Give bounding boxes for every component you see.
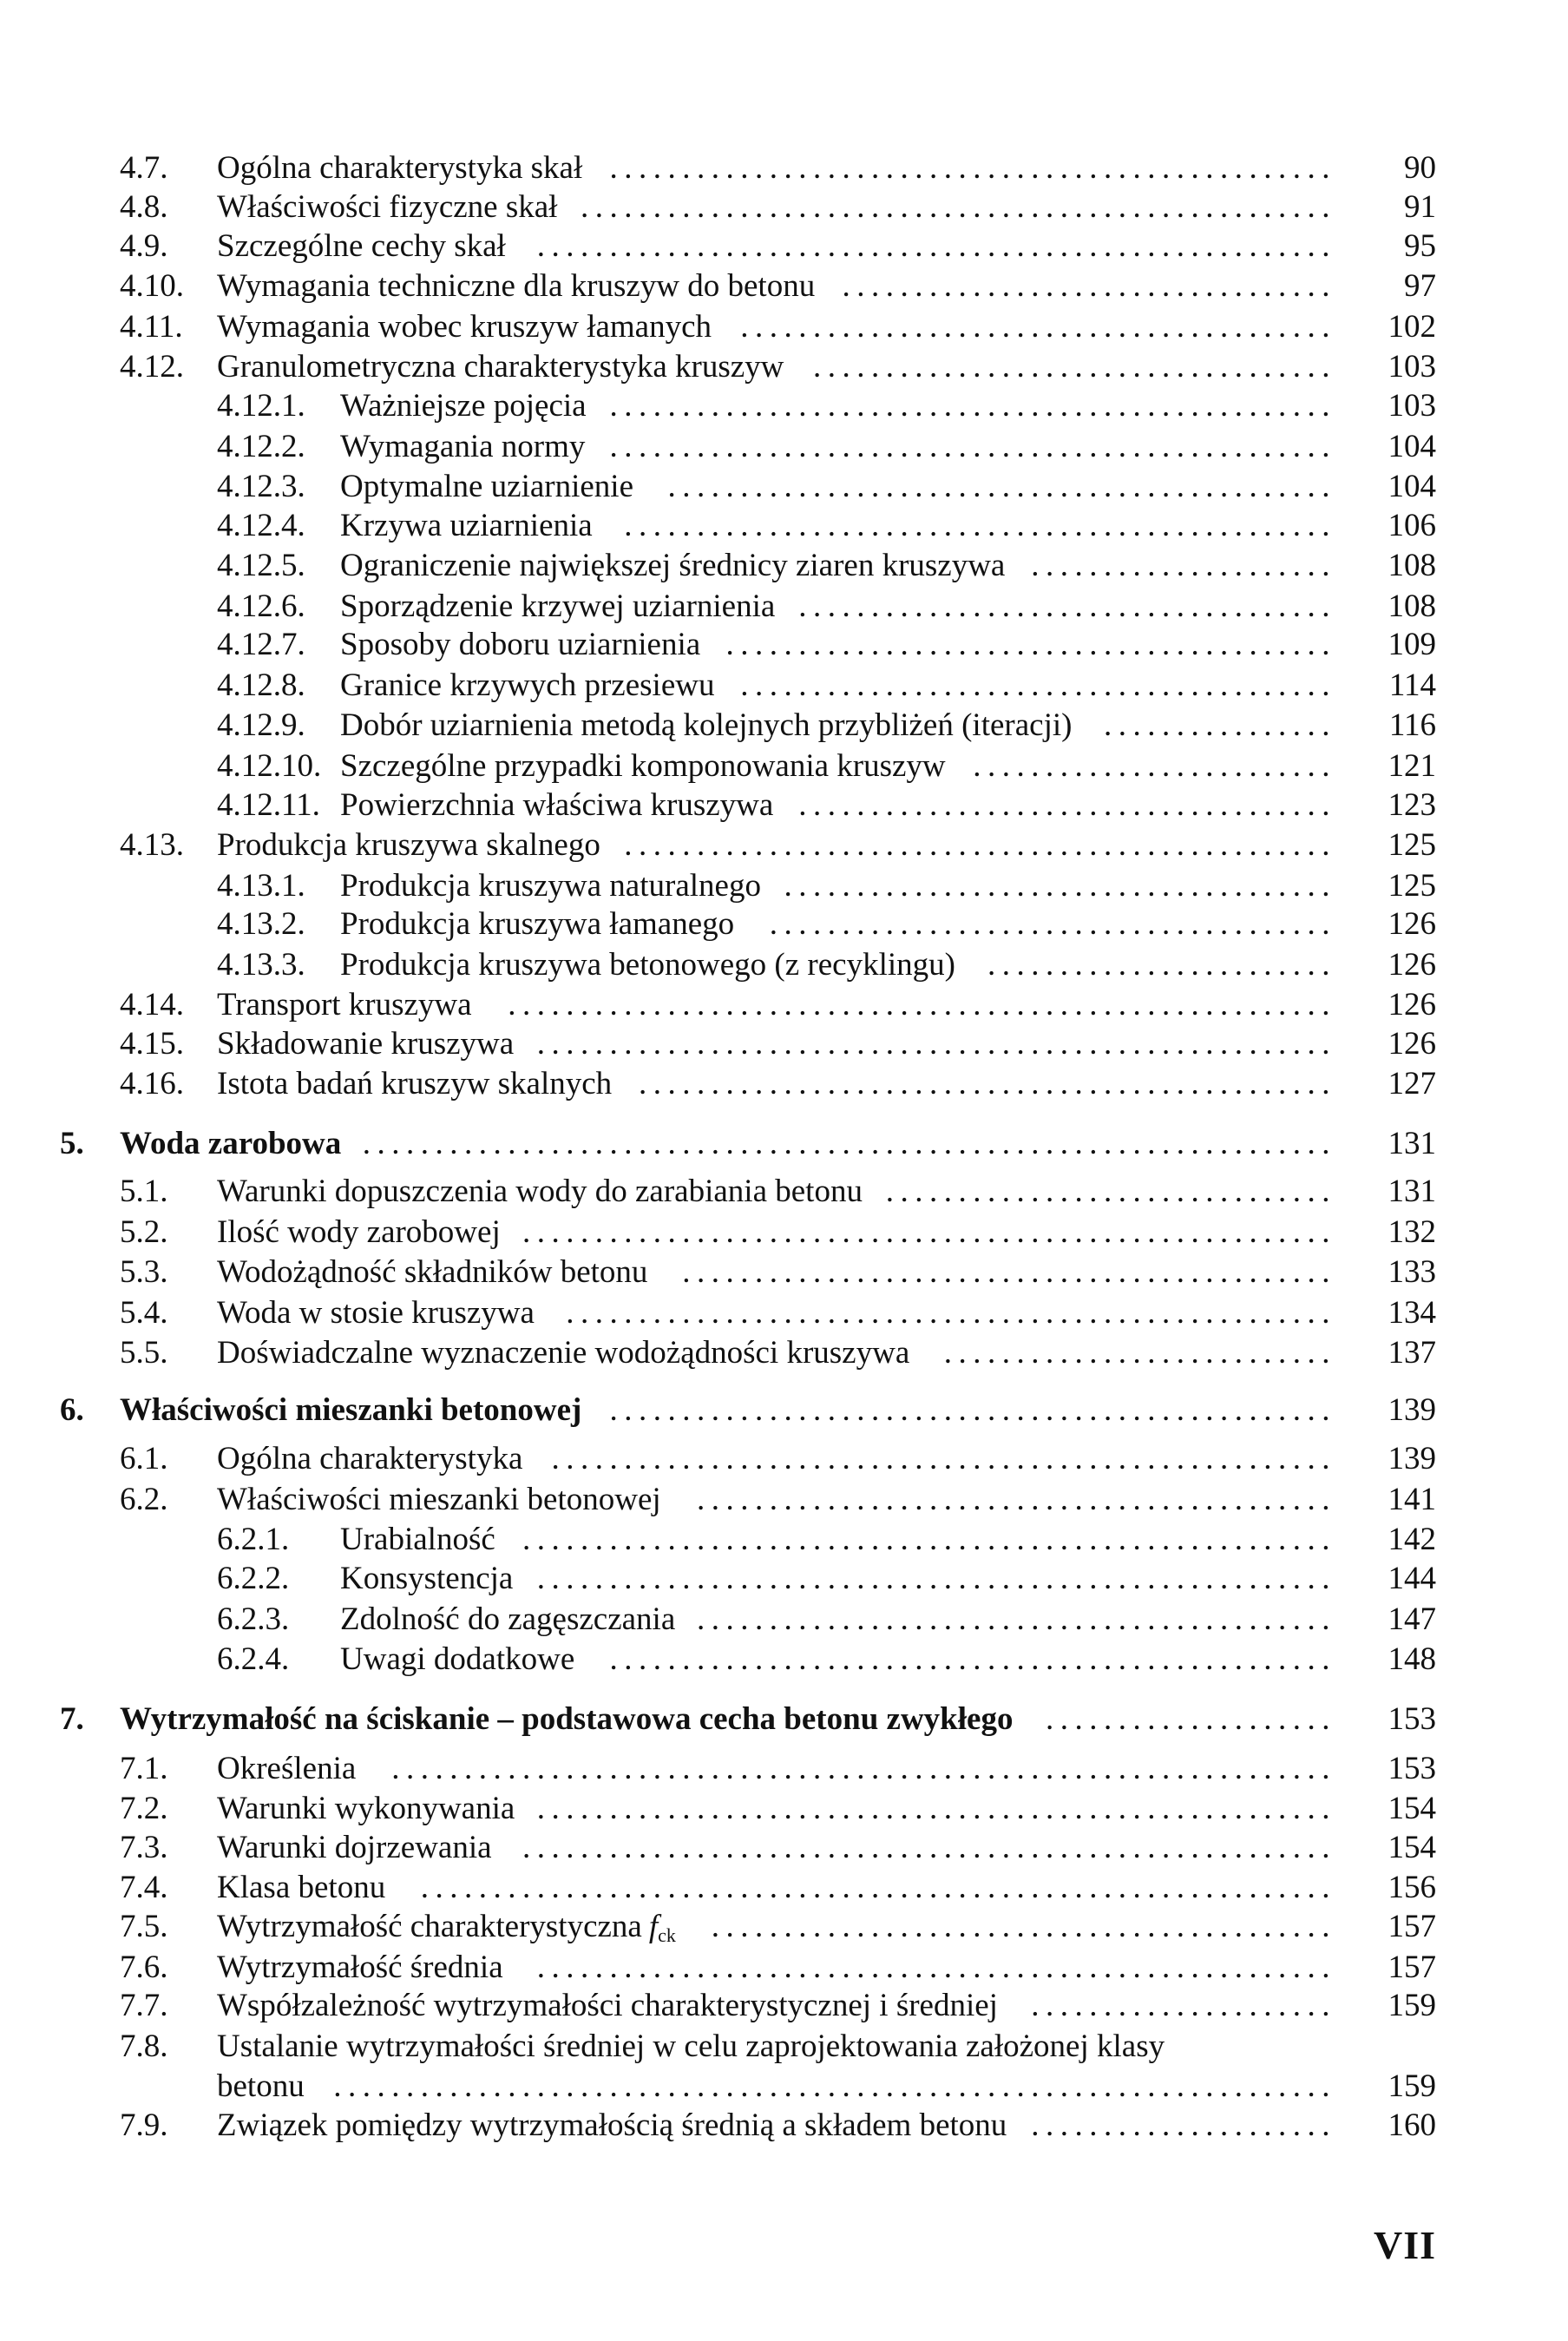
dot-leader: .................................................. xyxy=(609,388,1336,424)
page-number: 147 xyxy=(1388,1601,1436,1637)
entry-number: 4.10. xyxy=(120,268,184,304)
entry-number: 4.14. xyxy=(120,987,184,1023)
entry-number: 4.12.8. xyxy=(217,667,305,703)
entry-number: 5.4. xyxy=(120,1295,168,1331)
dot-leader: .................................................. xyxy=(609,1641,1336,1677)
toc-entry[interactable] xyxy=(0,1641,1436,1679)
entry-number: 4.7. xyxy=(120,150,168,186)
toc-entry-continuation xyxy=(0,2068,1436,2106)
dot-leader: ....................................................... xyxy=(536,228,1336,264)
page-number: 131 xyxy=(1388,1126,1436,1161)
toc-entry[interactable] xyxy=(0,2107,1436,2145)
page-number: 137 xyxy=(1388,1335,1436,1371)
entry-number: 7.6. xyxy=(120,1950,168,1985)
toc-entry[interactable] xyxy=(0,1700,1436,1739)
math-subscript: ck xyxy=(658,1924,676,1946)
dot-leader: ..................................................................... xyxy=(333,2068,1336,2104)
toc-entry[interactable] xyxy=(0,867,1436,905)
dot-leader: ................................................. xyxy=(624,827,1336,863)
entry-number: 5.2. xyxy=(120,1214,168,1250)
entry-title-text: Produkcja kruszywa naturalnego xyxy=(340,868,761,904)
entry-title-text: Właściwości mieszanki betonowej xyxy=(120,1392,582,1428)
page-number: 126 xyxy=(1388,987,1436,1023)
entry-title-text: Warunki wykonywania xyxy=(217,1791,515,1826)
toc-entry[interactable] xyxy=(0,188,1436,227)
page-number: 125 xyxy=(1388,868,1436,904)
toc-entry[interactable] xyxy=(0,826,1436,865)
dot-leader: .................... xyxy=(1046,1701,1336,1737)
toc-entry[interactable] xyxy=(0,707,1436,745)
toc-entry[interactable] xyxy=(0,428,1436,466)
toc-entry[interactable] xyxy=(0,986,1436,1024)
dot-leader: ............................................................... xyxy=(420,1870,1336,1905)
toc-entry[interactable] xyxy=(0,786,1436,825)
dot-leader: ...................................................... xyxy=(551,1441,1336,1476)
entry-number: 4.15. xyxy=(120,1026,184,1062)
dot-leader: ........................................................ xyxy=(522,1830,1336,1865)
entry-title-text: Ogólna charakterystyka skał xyxy=(217,150,583,186)
dot-leader: ......................................................... xyxy=(508,987,1336,1023)
entry-number: 5.5. xyxy=(120,1335,168,1371)
toc-entry[interactable] xyxy=(0,348,1436,386)
toc-entry[interactable] xyxy=(0,1481,1436,1519)
dot-leader: ..................... xyxy=(1031,2108,1336,2143)
page-number: 141 xyxy=(1388,1482,1436,1517)
entry-title-text: Ważniejsze pojęcia xyxy=(340,388,587,424)
entry-title-text: Istota badań kruszyw skalnych xyxy=(217,1066,613,1101)
toc-entry[interactable] xyxy=(0,1987,1436,2025)
toc-entry[interactable] xyxy=(0,626,1436,664)
dot-leader: .................................................. xyxy=(609,150,1336,186)
page-number: 139 xyxy=(1388,1392,1436,1428)
toc-entry[interactable] xyxy=(0,1908,1436,1946)
page-number: 131 xyxy=(1388,1174,1436,1209)
toc-entry[interactable] xyxy=(0,1253,1436,1292)
toc-entry[interactable] xyxy=(0,1949,1436,1987)
entry-title-text: Wytrzymałość na ściskanie – podstawowa cecha betonu zwykłego xyxy=(120,1701,1014,1737)
entry-number: 4.16. xyxy=(120,1066,184,1101)
entry-title-text: Ogólna charakterystyka xyxy=(217,1441,523,1476)
toc-entry[interactable] xyxy=(0,1025,1436,1063)
toc-entry[interactable] xyxy=(0,1125,1436,1163)
page-number: 106 xyxy=(1388,508,1436,543)
entry-title-text: Wymagania techniczne dla kruszyw do betonu xyxy=(217,268,816,304)
toc-entry[interactable] xyxy=(0,1334,1436,1372)
toc-entry[interactable] xyxy=(0,149,1436,187)
entry-number: 4.11. xyxy=(120,309,183,345)
entry-number: 4.13.1. xyxy=(217,868,305,904)
page-number-folio: VII xyxy=(1373,2223,1436,2267)
page-number: 142 xyxy=(1388,1522,1436,1557)
entry-number: 7.9. xyxy=(120,2108,168,2143)
entry-title-text: Współzależność wytrzymałości charakterystycznej i średniej xyxy=(217,1988,998,2023)
dot-leader: ......................................... xyxy=(740,667,1336,703)
page-number: 126 xyxy=(1388,1026,1436,1062)
page-number: 123 xyxy=(1388,787,1436,823)
dot-leader: ........................................... xyxy=(711,1909,1336,1944)
dot-leader: .................................................... xyxy=(581,189,1336,225)
dot-leader: ...................................... xyxy=(784,868,1336,904)
entry-title-text: Wytrzymałość średnia xyxy=(217,1950,503,1985)
page-number: 159 xyxy=(1388,2068,1436,2104)
page-number: 116 xyxy=(1388,707,1436,743)
dot-leader: .................................... xyxy=(813,349,1336,385)
entry-title-text: Właściwości fizyczne skał xyxy=(217,189,558,225)
page-number: 103 xyxy=(1388,349,1436,385)
toc-entry[interactable] xyxy=(0,267,1436,306)
page-number: 127 xyxy=(1388,1066,1436,1101)
entry-title-text: Właściwości mieszanki betonowej xyxy=(217,1482,661,1517)
entry-title-text: Transport kruszywa xyxy=(217,987,472,1023)
page-number: 108 xyxy=(1388,548,1436,583)
entry-title-text: Wymagania normy xyxy=(340,429,586,464)
page-number: 103 xyxy=(1388,388,1436,424)
toc-entry[interactable] xyxy=(0,2028,1436,2066)
entry-number: 4.12.4. xyxy=(217,508,305,543)
toc-entry[interactable] xyxy=(0,588,1436,626)
entry-title-text: Sposoby doboru uziarnienia xyxy=(340,627,701,662)
page-number: 126 xyxy=(1388,947,1436,983)
entry-number: 4.12.10. xyxy=(217,748,322,784)
page-number: 159 xyxy=(1388,1988,1436,2023)
toc-entry[interactable] xyxy=(0,227,1436,266)
dot-leader: ....................................................... xyxy=(536,1026,1336,1062)
entry-number: 7.1. xyxy=(120,1751,168,1786)
entry-title-text: Powierzchnia właściwa kruszywa xyxy=(340,787,774,823)
dot-leader: .................................................. xyxy=(609,1392,1336,1428)
entry-title-text: Produkcja kruszywa skalnego xyxy=(217,827,600,863)
entry-title-text: Granulometryczna charakterystyka kruszyw xyxy=(217,349,784,385)
entry-number: 4.12.2. xyxy=(217,429,305,464)
page-number: 90 xyxy=(1404,150,1436,186)
page-number: 125 xyxy=(1388,827,1436,863)
entry-title-text: Ilość wody zarobowej xyxy=(217,1214,501,1250)
entry-number: 7.7. xyxy=(120,1988,168,2023)
dot-leader: ........................................................ xyxy=(522,1214,1336,1250)
entry-number: 4.12.1. xyxy=(217,388,305,424)
toc-entry[interactable] xyxy=(0,507,1436,545)
dot-leader: ....................................................... xyxy=(536,1561,1336,1596)
page-number: 157 xyxy=(1388,1909,1436,1944)
page-number: 154 xyxy=(1388,1830,1436,1865)
toc-entry[interactable] xyxy=(0,1521,1436,1559)
dot-leader: ................................................................... xyxy=(362,1126,1336,1161)
page-number: 160 xyxy=(1388,2108,1436,2143)
entry-title-continuation: betonu xyxy=(217,2068,305,2104)
entry-title-text: Warunki dopuszczenia wody do zarabiania betonu xyxy=(217,1174,863,1209)
page-number: 154 xyxy=(1388,1791,1436,1826)
page-number: 133 xyxy=(1388,1254,1436,1290)
dot-leader: ....................................... xyxy=(769,906,1336,942)
entry-number: 6.2.1. xyxy=(217,1522,290,1557)
dot-leader: ............................................ xyxy=(697,1482,1336,1517)
entry-number: 6.1. xyxy=(120,1441,168,1476)
entry-number: 4.12.6. xyxy=(217,589,305,624)
toc-entry[interactable] xyxy=(0,747,1436,786)
dot-leader: .......................................... xyxy=(725,627,1336,662)
dot-leader: ................ xyxy=(1104,707,1336,743)
dot-leader: ..................... xyxy=(1031,548,1336,583)
entry-title-text: Warunki dojrzewania xyxy=(217,1830,492,1865)
entry-title-text: Sporządzenie krzywej uziarnienia xyxy=(340,589,776,624)
page-number: 104 xyxy=(1388,429,1436,464)
entry-number: 4.13.3. xyxy=(217,947,305,983)
dot-leader: ............................................. xyxy=(682,1254,1336,1290)
entry-number: 7.2. xyxy=(120,1791,168,1826)
page-number: 153 xyxy=(1388,1701,1436,1737)
toc-entry[interactable] xyxy=(0,1294,1436,1332)
page-number: 114 xyxy=(1388,667,1436,703)
entry-number: 6.2. xyxy=(120,1482,168,1517)
entry-number: 4.8. xyxy=(120,189,168,225)
toc-entry[interactable] xyxy=(0,667,1436,705)
entry-title-text: Szczególne cechy skał xyxy=(217,228,506,264)
page-number: 91 xyxy=(1404,189,1436,225)
toc-entry[interactable] xyxy=(0,905,1436,944)
toc-entry[interactable] xyxy=(0,547,1436,585)
entry-number: 7.8. xyxy=(120,2029,168,2064)
entry-number: 6.2.4. xyxy=(217,1641,290,1677)
toc-entry[interactable] xyxy=(0,1065,1436,1103)
entry-title-text: Produkcja kruszywa betonowego (z recyklingu) xyxy=(340,947,955,983)
entry-title-text: Granice krzywych przesiewu xyxy=(340,667,715,703)
entry-title-text: Zdolność do zagęszczania xyxy=(340,1601,676,1637)
entry-title-text: Doświadczalne wyznaczenie wodożądności kruszywa xyxy=(217,1335,910,1371)
page-number: 95 xyxy=(1404,228,1436,264)
entry-number: 5. xyxy=(60,1126,84,1161)
dot-leader: ........................ xyxy=(987,947,1336,983)
entry-number: 4.12.7. xyxy=(217,627,305,662)
page-number: 109 xyxy=(1388,627,1436,662)
entry-title-text: Produkcja kruszywa łamanego xyxy=(340,906,735,942)
dot-leader: ....................................................... xyxy=(536,1791,1336,1826)
entry-number: 6. xyxy=(60,1392,84,1428)
entry-number: 5.1. xyxy=(120,1174,168,1209)
dot-leader: ........................... xyxy=(943,1335,1336,1371)
entry-title-text: Ograniczenie największej średnicy ziaren kruszywa xyxy=(340,548,1006,583)
entry-number: 7.4. xyxy=(120,1870,168,1905)
entry-number: 7.5. xyxy=(120,1909,168,1944)
toc-entry[interactable] xyxy=(0,1391,1436,1430)
entry-number: 6.2.2. xyxy=(217,1561,290,1596)
page-number: 144 xyxy=(1388,1561,1436,1596)
page-number: 132 xyxy=(1388,1214,1436,1250)
dot-leader: ................................................ xyxy=(639,1066,1336,1101)
page-number: 97 xyxy=(1404,268,1436,304)
toc-entry[interactable] xyxy=(0,387,1436,425)
dot-leader: ........................................................ xyxy=(522,1522,1336,1557)
toc-entry[interactable] xyxy=(0,1213,1436,1252)
entry-title-text: Ustalanie wytrzymałości średniej w celu zaprojektowania założonej klasy xyxy=(217,2029,1165,2064)
entry-title-text: Klasa betonu xyxy=(217,1870,386,1905)
toc-entry[interactable] xyxy=(0,1560,1436,1598)
toc-entry[interactable] xyxy=(0,1750,1436,1788)
dot-leader: .................................. xyxy=(842,268,1336,304)
entry-title-text: Woda w stosie kruszywa xyxy=(217,1295,535,1331)
dot-leader: ....................................................... xyxy=(536,1950,1336,1985)
dot-leader: ......................................... xyxy=(740,309,1336,345)
entry-title-text: Optymalne uziarnienie xyxy=(340,469,634,504)
page-number: 134 xyxy=(1388,1295,1436,1331)
page-number: 153 xyxy=(1388,1751,1436,1786)
dot-leader: ......................... xyxy=(973,748,1336,784)
page-number: 108 xyxy=(1388,589,1436,624)
entry-title-text: Woda zarobowa xyxy=(120,1126,342,1161)
page-number: 104 xyxy=(1388,469,1436,504)
page-number: 102 xyxy=(1388,309,1436,345)
dot-leader: .................................................. xyxy=(609,429,1336,464)
math-symbol: f xyxy=(648,1909,659,1944)
dot-leader: .............................................. xyxy=(667,469,1336,504)
entry-number: 4.12.3. xyxy=(217,469,305,504)
toc-entry[interactable] xyxy=(0,1601,1436,1639)
page-number: 156 xyxy=(1388,1870,1436,1905)
entry-title-text: Wymagania wobec kruszyw łamanych xyxy=(217,309,712,345)
page-number: 139 xyxy=(1388,1441,1436,1476)
dot-leader: ..................................................... xyxy=(566,1295,1336,1331)
dot-leader: ..................................... xyxy=(798,787,1336,823)
entry-title-text: Konsystencja xyxy=(340,1561,514,1596)
entry-number: 4.9. xyxy=(120,228,168,264)
page-number: 148 xyxy=(1388,1641,1436,1677)
dot-leader: ..................... xyxy=(1031,1988,1336,2023)
entry-number: 5.3. xyxy=(120,1254,168,1290)
entry-title-text: Wytrzymałość charakterystyczna xyxy=(217,1909,642,1944)
entry-title-text: Uwagi dodatkowe xyxy=(340,1641,575,1677)
dot-leader: ............................................ xyxy=(697,1601,1336,1637)
entry-number: 4.13.2. xyxy=(217,906,305,942)
toc-entry[interactable] xyxy=(0,1173,1436,1211)
entry-number: 7. xyxy=(60,1701,84,1737)
entry-number: 4.12.5. xyxy=(217,548,305,583)
toc-entry[interactable] xyxy=(0,1440,1436,1478)
dot-leader: ............................... xyxy=(885,1174,1336,1209)
toc-entry[interactable] xyxy=(0,468,1436,506)
toc-entry[interactable] xyxy=(0,1790,1436,1828)
entry-title-text: Wodożądność składników betonu xyxy=(217,1254,648,1290)
entry-title-text: Szczególne przypadki komponowania kruszyw xyxy=(340,748,946,784)
page-number: 126 xyxy=(1388,906,1436,942)
toc-entry[interactable] xyxy=(0,946,1436,984)
entry-number: 6.2.3. xyxy=(217,1601,290,1637)
dot-leader: ..................................... xyxy=(798,589,1336,624)
entry-title-text: Związek pomiędzy wytrzymałością średnią a składem betonu xyxy=(217,2108,1007,2143)
entry-title-text: Krzywa uziarnienia xyxy=(340,508,593,543)
dot-leader: ................................................................. xyxy=(391,1751,1336,1786)
page-number: 121 xyxy=(1388,748,1436,784)
entry-number: 4.12.11. xyxy=(217,787,320,823)
entry-title-text: Urabialność xyxy=(340,1522,495,1557)
toc-entry[interactable] xyxy=(0,1829,1436,1867)
entry-number: 4.12.9. xyxy=(217,707,305,743)
entry-title-text: Dobór uziarnienia metodą kolejnych przybliżeń (iteracji) xyxy=(340,707,1073,743)
page-number: 157 xyxy=(1388,1950,1436,1985)
entry-title-text: Składowanie kruszywa xyxy=(217,1026,515,1062)
dot-leader: ................................................. xyxy=(624,508,1336,543)
entry-title-text: Określenia xyxy=(217,1751,357,1786)
toc-entry[interactable] xyxy=(0,308,1436,346)
entry-number: 4.13. xyxy=(120,827,184,863)
entry-number: 7.3. xyxy=(120,1830,168,1865)
toc-entry[interactable] xyxy=(0,1869,1436,1907)
entry-number: 4.12. xyxy=(120,349,184,385)
